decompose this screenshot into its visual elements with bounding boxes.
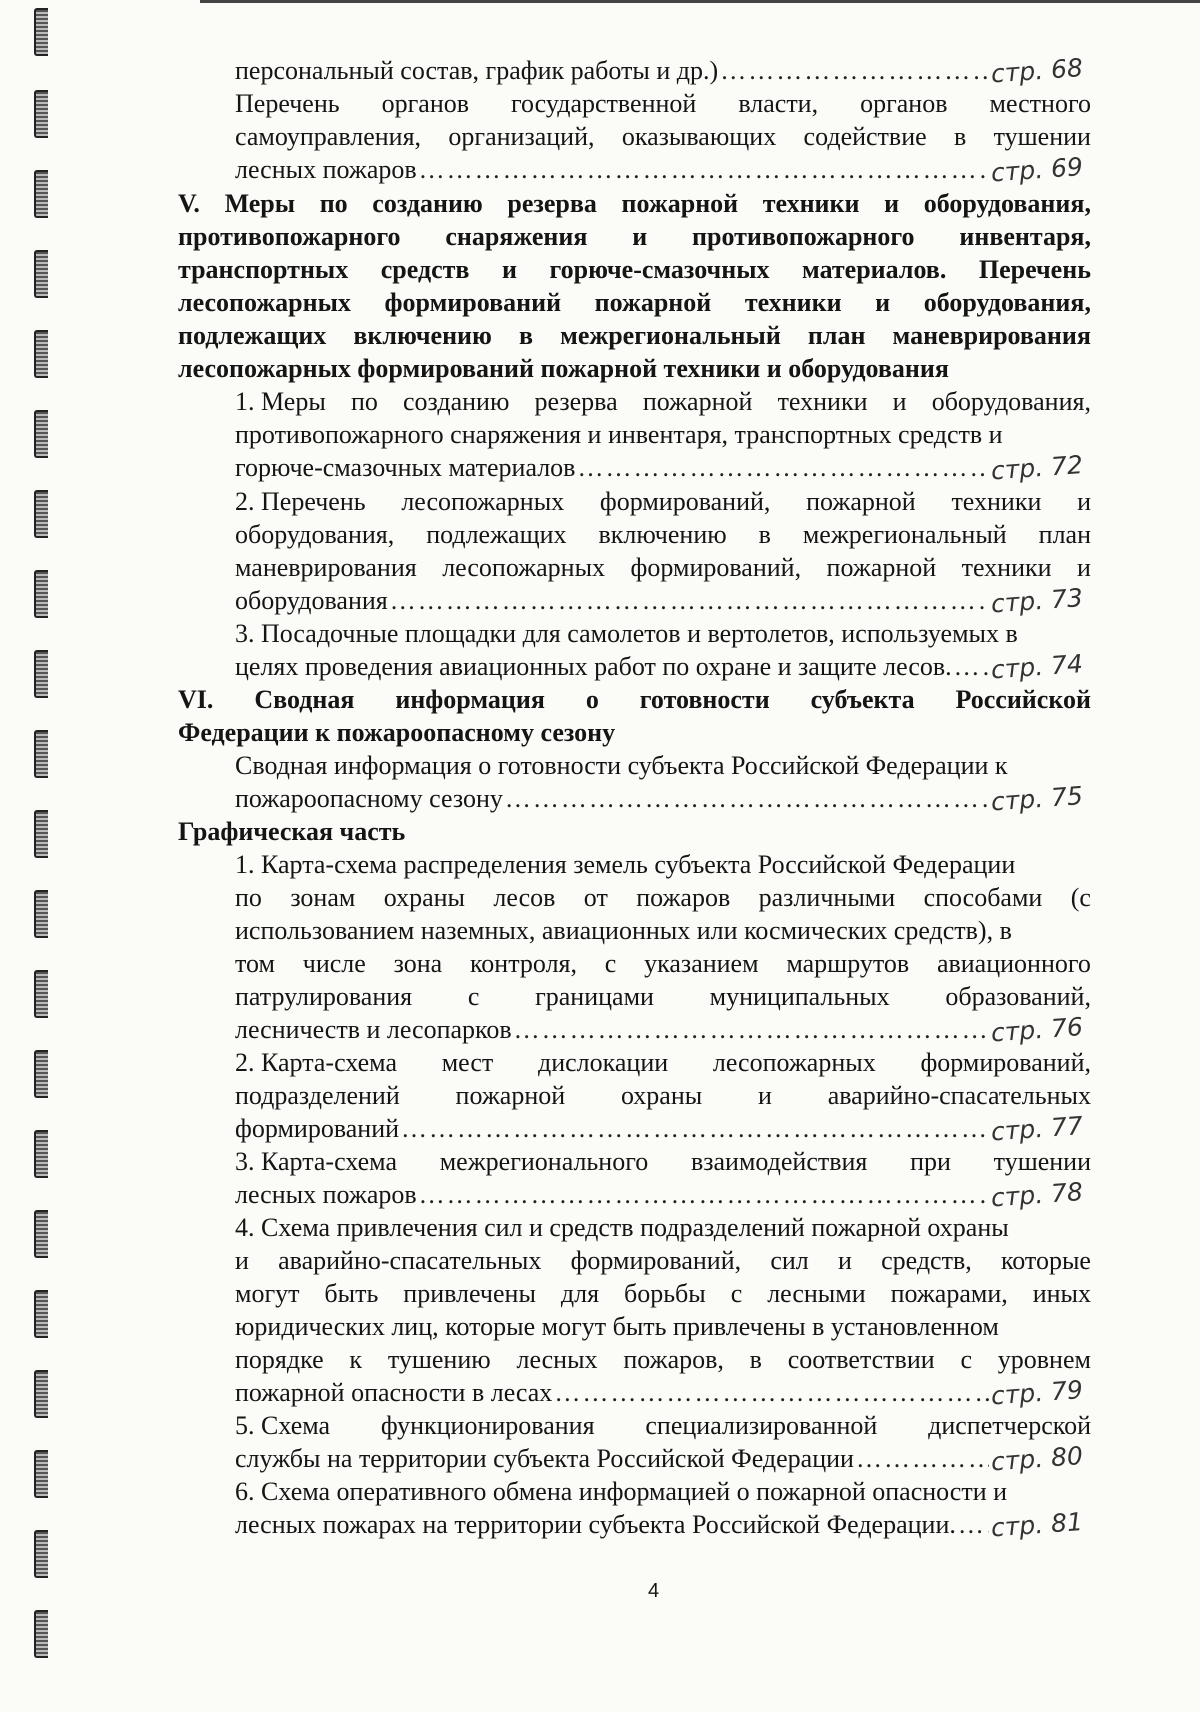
toc-entry-text: службы на территории субъекта Российской Федерации bbox=[235, 1444, 854, 1473]
leader-dots bbox=[514, 1014, 989, 1046]
leader-dots bbox=[554, 1377, 989, 1409]
toc-entry-text: пожароопасному сезону bbox=[235, 784, 503, 813]
word: тушении bbox=[993, 1147, 1091, 1176]
word: в bbox=[758, 520, 771, 549]
word: содействие bbox=[803, 122, 927, 151]
word: субъекта bbox=[810, 685, 915, 714]
word: и bbox=[837, 1246, 852, 1275]
toc-entry-line bbox=[235, 1443, 1091, 1475]
binding-hole bbox=[34, 1450, 48, 1498]
word: и bbox=[875, 288, 891, 317]
toc-entry-line bbox=[235, 783, 1091, 815]
word: пожарной bbox=[826, 553, 937, 582]
word: границами bbox=[535, 982, 654, 1011]
word: сил bbox=[770, 1246, 809, 1275]
word: Меры bbox=[224, 189, 296, 218]
word: организаций, bbox=[448, 122, 595, 151]
leader-dots bbox=[401, 1113, 989, 1145]
toc-entry-line bbox=[235, 1146, 1091, 1178]
word: том bbox=[235, 949, 275, 978]
binding-hole bbox=[34, 1530, 48, 1578]
binding-hole bbox=[34, 1610, 48, 1658]
word: техники bbox=[961, 553, 1052, 582]
handwritten-page-ref: стр. 74 bbox=[990, 649, 1084, 685]
word: информация bbox=[395, 685, 545, 714]
binding-hole bbox=[34, 810, 48, 858]
word: органов bbox=[381, 89, 470, 118]
word: и bbox=[758, 1081, 772, 1110]
word: оказывающих bbox=[621, 122, 777, 151]
word: зона bbox=[393, 949, 443, 978]
toc-entry-text: целях проведения авиационных работ по охране и защите лесов. bbox=[235, 652, 952, 681]
word: маневрирования bbox=[892, 321, 1091, 350]
word: самоуправления, bbox=[235, 122, 422, 151]
word: Перечень bbox=[235, 89, 340, 118]
word: с bbox=[730, 1279, 743, 1308]
word: техники bbox=[762, 189, 860, 218]
leader-dots bbox=[505, 783, 989, 815]
word: техники bbox=[777, 387, 868, 416]
word: средств bbox=[380, 255, 470, 284]
word: аварийно-спасательных bbox=[827, 1081, 1091, 1110]
leader-dots bbox=[856, 1443, 989, 1475]
word: с bbox=[467, 982, 480, 1011]
word: контроля, bbox=[470, 949, 577, 978]
word: местного bbox=[989, 89, 1091, 118]
word: государственной bbox=[511, 89, 697, 118]
leader-dots bbox=[958, 1509, 989, 1541]
toc-entry-line bbox=[235, 1311, 1091, 1343]
word: дислокации bbox=[537, 1048, 669, 1077]
word: и bbox=[632, 222, 648, 251]
toc-entry-text: пожарной опасности в лесах bbox=[235, 1378, 553, 1407]
heading-text: лесопожарных формирований пожарной техники и оборудования bbox=[178, 354, 949, 383]
word: борьбы bbox=[623, 1279, 706, 1308]
page-number: 4 bbox=[648, 1580, 660, 1602]
word: оборудования, bbox=[931, 387, 1091, 416]
word: аварийно-спасательных bbox=[278, 1246, 542, 1275]
toc-entry-line bbox=[235, 882, 1091, 914]
handwritten-page-ref: стр. 78 bbox=[990, 1177, 1084, 1213]
word: снаряжения bbox=[445, 222, 588, 251]
toc-entry-text: 4. Схема привлечения сил и средств подразделений пожарной охраны bbox=[235, 1213, 1009, 1242]
toc-entry-text: противопожарного снаряжения и инвентаря, транспортных средств и bbox=[235, 420, 1003, 449]
word: пожарной bbox=[642, 387, 753, 416]
word: по bbox=[319, 189, 348, 218]
leader-dots bbox=[390, 585, 989, 617]
toc-entry-line bbox=[235, 88, 1091, 120]
toc-entry-text: лесных пожаров bbox=[235, 155, 417, 184]
word: включению bbox=[598, 520, 727, 549]
binding-hole bbox=[34, 490, 48, 538]
word: привлечены bbox=[403, 1279, 536, 1308]
word: пожарной bbox=[621, 189, 739, 218]
word: лесными bbox=[767, 1279, 866, 1308]
word: для bbox=[560, 1279, 600, 1308]
leader-dots bbox=[720, 55, 989, 87]
word: в bbox=[954, 122, 967, 151]
word: с bbox=[960, 1345, 972, 1374]
toc-entry-line bbox=[235, 1410, 1091, 1442]
word: формирований bbox=[384, 288, 562, 317]
toc-entry-line bbox=[235, 1014, 1091, 1046]
binding-holes bbox=[26, 0, 56, 1712]
toc-entry-line bbox=[235, 1278, 1091, 1310]
binding-hole bbox=[34, 90, 48, 138]
word: авиационного bbox=[936, 949, 1091, 978]
toc-entry-line bbox=[235, 55, 1091, 87]
toc-entry-text: 3. Посадочные площадки для самолетов и вертолетов, используемых в bbox=[235, 619, 1018, 648]
toc-entry-line bbox=[235, 519, 1091, 551]
binding-hole bbox=[34, 970, 48, 1018]
word: и bbox=[892, 387, 907, 416]
toc-entry-line bbox=[235, 651, 1091, 683]
word: о bbox=[585, 685, 599, 714]
toc-entry-text: лесничеств и лесопарков bbox=[235, 1015, 512, 1044]
section-heading-line bbox=[178, 684, 1091, 716]
word: маневрирования bbox=[235, 553, 417, 582]
toc-entry-text: 1. Карта-схема распределения земель субъекта Российской Федерации bbox=[235, 850, 1016, 879]
word: с bbox=[604, 949, 617, 978]
toc-entry-line bbox=[235, 618, 1091, 650]
word: транспортных bbox=[178, 255, 349, 284]
word: включению bbox=[353, 321, 492, 350]
word: и bbox=[501, 255, 517, 284]
handwritten-page-ref: стр. 80 bbox=[990, 1441, 1084, 1477]
handwritten-page-ref: стр. 81 bbox=[990, 1507, 1084, 1543]
word: охраны bbox=[620, 1081, 703, 1110]
word: (с bbox=[1070, 883, 1091, 912]
leader-dots bbox=[954, 651, 989, 683]
word: уровнем bbox=[997, 1345, 1091, 1374]
word: формирований, bbox=[630, 553, 802, 582]
word: техники bbox=[744, 288, 842, 317]
binding-hole bbox=[34, 1290, 48, 1338]
handwritten-page-ref: стр. 77 bbox=[990, 1111, 1084, 1147]
word: соответствии bbox=[787, 1345, 935, 1374]
heading-text: Федерации к пожароопасному сезону bbox=[178, 718, 616, 747]
section-heading-line bbox=[178, 287, 1091, 319]
word: образований, bbox=[945, 982, 1091, 1011]
word: в bbox=[518, 321, 534, 350]
word: и bbox=[1077, 553, 1091, 582]
toc-entry-text: использованием наземных, авиационных или космических средств), в bbox=[235, 916, 1012, 945]
toc-entry-line bbox=[235, 1476, 1091, 1508]
word: оборудования, bbox=[235, 520, 395, 549]
toc-entry-line bbox=[235, 419, 1091, 451]
toc-entry-line bbox=[235, 1047, 1091, 1079]
word: резерва bbox=[507, 189, 597, 218]
toc-entry-line bbox=[235, 1080, 1091, 1112]
binding-hole bbox=[34, 170, 48, 218]
word: охраны bbox=[383, 883, 466, 912]
word: взаимодействия bbox=[690, 1147, 868, 1176]
toc-entry-line bbox=[235, 1179, 1091, 1211]
word: по bbox=[350, 387, 378, 416]
word: VI. bbox=[178, 685, 214, 714]
word: и bbox=[1077, 487, 1091, 516]
word: власти, bbox=[738, 89, 819, 118]
handwritten-page-ref: стр. 68 bbox=[990, 53, 1084, 89]
word: 1. Меры bbox=[235, 387, 326, 416]
toc-entry-line bbox=[235, 1344, 1091, 1376]
toc-entry-text: 6. Схема оперативного обмена информацией о пожарной опасности и bbox=[235, 1477, 1008, 1506]
word: указанием bbox=[644, 949, 759, 978]
word: оборудования, bbox=[923, 288, 1091, 317]
word: Перечень bbox=[978, 255, 1091, 284]
word: тушению bbox=[387, 1345, 491, 1374]
word: подразделений bbox=[235, 1081, 400, 1110]
word: пожарной bbox=[594, 288, 712, 317]
binding-hole bbox=[34, 1210, 48, 1258]
word: материалов. bbox=[802, 255, 947, 284]
word: при bbox=[910, 1147, 951, 1176]
toc-entry-line bbox=[235, 552, 1091, 584]
toc-entry-line bbox=[235, 154, 1091, 186]
word: от bbox=[583, 883, 608, 912]
word: лесопожарных bbox=[178, 288, 351, 317]
word: способами bbox=[923, 883, 1043, 912]
toc-entry-line bbox=[235, 1509, 1091, 1541]
word: оборудования, bbox=[923, 189, 1091, 218]
handwritten-page-ref: стр. 73 bbox=[990, 583, 1084, 619]
word: межрегиональный bbox=[802, 520, 1007, 549]
word: формирований, bbox=[599, 487, 771, 516]
binding-hole bbox=[34, 410, 48, 458]
word: межрегиональный bbox=[560, 321, 781, 350]
word: специализированной bbox=[645, 1411, 878, 1440]
scan-top-edge bbox=[200, 0, 1200, 3]
word: диспетчерской bbox=[928, 1411, 1091, 1440]
word: техники bbox=[951, 487, 1042, 516]
word: V. bbox=[178, 189, 200, 218]
word: которые bbox=[1000, 1246, 1091, 1275]
handwritten-page-ref: стр. 76 bbox=[990, 1012, 1084, 1048]
binding-hole bbox=[34, 570, 48, 618]
word: мест bbox=[441, 1048, 494, 1077]
word: подлежащих bbox=[178, 321, 327, 350]
word: органов bbox=[860, 89, 948, 118]
section-heading-line bbox=[178, 221, 1091, 253]
word: лесопожарных bbox=[442, 553, 606, 582]
leader-dots bbox=[419, 1179, 989, 1211]
word: противопожарного bbox=[178, 222, 401, 251]
binding-hole bbox=[34, 890, 48, 938]
word: тушении bbox=[993, 122, 1091, 151]
word: числе bbox=[302, 949, 366, 978]
section-heading-line bbox=[178, 320, 1091, 352]
toc-entry-text: Сводная информация о готовности субъекта Российской Федерации к bbox=[235, 751, 1008, 780]
section-heading-line bbox=[178, 353, 1091, 385]
word: по bbox=[235, 883, 262, 912]
section-heading-line bbox=[178, 816, 1091, 848]
word: подлежащих bbox=[426, 520, 567, 549]
word: 2. Карта-схема bbox=[235, 1048, 397, 1077]
word: пожаров, bbox=[623, 1345, 724, 1374]
word: формирований, bbox=[570, 1246, 742, 1275]
toc-entry-line bbox=[235, 981, 1091, 1013]
binding-hole bbox=[34, 730, 48, 778]
section-heading-line bbox=[178, 188, 1091, 220]
word: созданию bbox=[372, 189, 483, 218]
toc-entry-line bbox=[235, 486, 1091, 518]
word: различными bbox=[758, 883, 896, 912]
word: иных bbox=[1032, 1279, 1091, 1308]
word: созданию bbox=[403, 387, 510, 416]
word: горюче-смазочных bbox=[549, 255, 770, 284]
toc-entry-line bbox=[235, 1212, 1091, 1244]
word: лесных bbox=[516, 1345, 598, 1374]
binding-hole bbox=[34, 250, 48, 298]
binding-hole bbox=[34, 650, 48, 698]
word: 5. Схема bbox=[235, 1411, 331, 1440]
word: противопожарного bbox=[692, 222, 915, 251]
word: резерва bbox=[534, 387, 618, 416]
toc-entry-text: юридических лиц, которые могут быть привлечены в установленном bbox=[235, 1312, 999, 1341]
leader-dots bbox=[577, 452, 989, 484]
word: зонам bbox=[290, 883, 356, 912]
handwritten-page-ref: стр. 79 bbox=[990, 1375, 1084, 1411]
toc-entry-text: оборудования bbox=[235, 586, 388, 615]
section-heading-line bbox=[178, 254, 1091, 286]
toc-entry-line bbox=[235, 121, 1091, 153]
section-heading-line bbox=[178, 717, 1091, 749]
leader-dots bbox=[419, 154, 989, 186]
word: план bbox=[807, 321, 866, 350]
handwritten-page-ref: стр. 75 bbox=[990, 781, 1084, 817]
word: пожарами, bbox=[890, 1279, 1008, 1308]
word: лесов bbox=[493, 883, 556, 912]
toc-entry-text: горюче-смазочных материалов bbox=[235, 453, 576, 482]
word: инвентаря, bbox=[959, 222, 1091, 251]
word: патрулирования bbox=[235, 982, 413, 1011]
binding-hole bbox=[34, 1050, 48, 1098]
toc-entry-text: персональный состав, график работы и др.) bbox=[235, 56, 719, 85]
toc-entry-line bbox=[235, 849, 1091, 881]
word: формирований, bbox=[920, 1048, 1091, 1077]
toc-entry-text: лесных пожарах на территории субъекта Российской Федерации. bbox=[235, 1510, 956, 1539]
handwritten-page-ref: стр. 69 bbox=[990, 152, 1084, 188]
word: план bbox=[1038, 520, 1091, 549]
binding-hole bbox=[34, 330, 48, 378]
word: порядке bbox=[235, 1345, 324, 1374]
word: Российской bbox=[955, 685, 1091, 714]
toc-entry-line bbox=[235, 915, 1091, 947]
word: пожаров bbox=[636, 883, 731, 912]
word: лесопожарных bbox=[401, 487, 565, 516]
word: 3. Карта-схема bbox=[235, 1147, 397, 1176]
toc-entry-line bbox=[235, 750, 1091, 782]
binding-hole bbox=[34, 1130, 48, 1178]
toc-entry-line bbox=[235, 585, 1091, 617]
word: Сводная bbox=[254, 685, 355, 714]
handwritten-page-ref: стр. 72 bbox=[990, 450, 1084, 486]
word: и bbox=[884, 189, 900, 218]
toc-entry-line bbox=[235, 386, 1091, 418]
word: и bbox=[235, 1246, 249, 1275]
word: пожарной bbox=[806, 487, 916, 516]
word: 2. Перечень bbox=[235, 487, 366, 516]
binding-hole bbox=[34, 8, 48, 56]
word: муниципальных bbox=[709, 982, 890, 1011]
binding-hole bbox=[34, 1370, 48, 1418]
toc-entry-line bbox=[235, 948, 1091, 980]
toc-entry-line bbox=[235, 1377, 1091, 1409]
toc-entry-text: лесных пожаров bbox=[235, 1180, 417, 1209]
toc-entry-text: формирований bbox=[235, 1114, 400, 1143]
word: готовности bbox=[639, 685, 770, 714]
heading-text: Графическая часть bbox=[178, 817, 406, 846]
word: могут bbox=[235, 1279, 300, 1308]
toc-entry-line bbox=[235, 1245, 1091, 1277]
word: средств, bbox=[881, 1246, 972, 1275]
word: функционирования bbox=[380, 1411, 595, 1440]
word: к bbox=[349, 1345, 363, 1374]
word: лесопожарных bbox=[712, 1048, 876, 1077]
toc-entry-line bbox=[235, 452, 1091, 484]
word: быть bbox=[324, 1279, 379, 1308]
toc-entry-line bbox=[235, 1113, 1091, 1145]
word: в bbox=[749, 1345, 762, 1374]
word: маршрутов bbox=[786, 949, 910, 978]
word: межрегионального bbox=[439, 1147, 649, 1176]
word: пожарной bbox=[455, 1081, 566, 1110]
